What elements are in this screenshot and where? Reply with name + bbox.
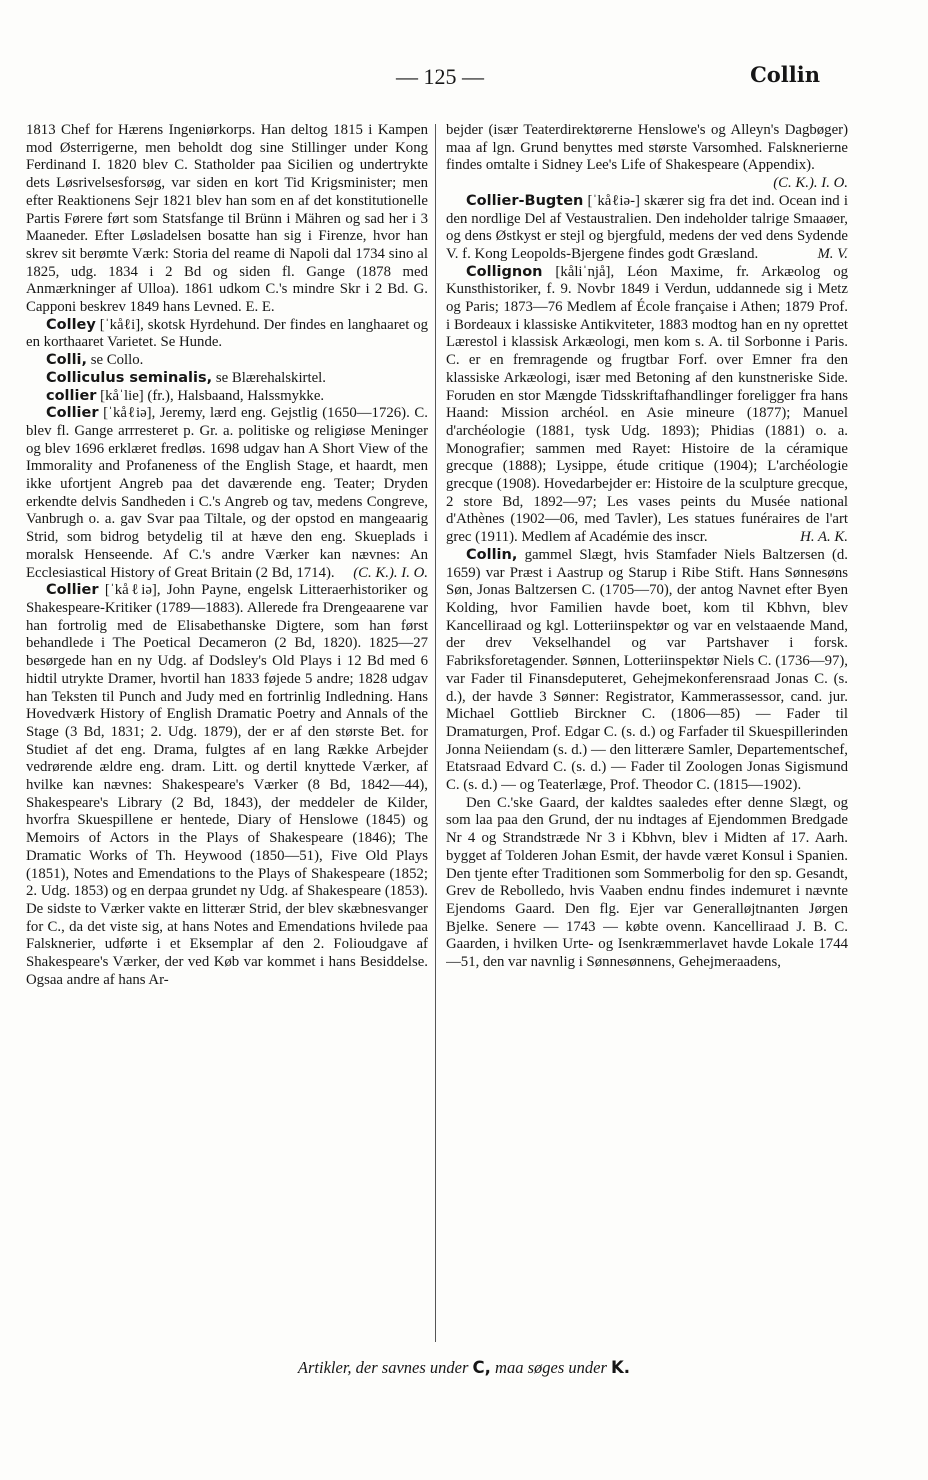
author-signature: H. A. K.	[800, 529, 848, 546]
entry-text: se Blærehalskirtel.	[215, 369, 326, 386]
page-number: — 125 —	[396, 64, 484, 89]
author-signature: (C. K.). I. O.	[773, 175, 848, 192]
entry-text: se Collo.	[90, 352, 144, 369]
headword: Collin,	[466, 546, 518, 563]
running-head: Collin	[750, 62, 820, 87]
entry-text: [kåˈlie] (fr.), Halsbaand, Halssmykke.	[100, 387, 325, 404]
entry-text: [kåliˈnjå], Léon Maxime, fr. Arkæolog og Kunsthistoriker, f. 9. Novbr 1849 i Verdun, uddannede sig i Metz og Paris; 1873—76 Medlem af École française i Athen; 1879 Prof. i Bordeaux i klassiske Antikviteter, 1883 modtog han en ny oprettet Lærestol i klassisk Arkæologi, men kom s. A. til Sorbonne i Paris. C. er en fremragende og frugtbar Forf. over Emner fra den klassiske Arkæologi, især med Betoning af den kunstneriske Side. Foruden en stor Mængde Tidsskriftafhandlinger foreligger fra hans Haand: Mission archéol. en Asie mineure (1877); Manuel d'archéologie (1881, tysk Udg. 1893); Phidias (1881) o. a. Monografier; sammen med Rayet: Histoire de la céramique grecque (1888); Lysippe, étude critique (1904); L'archéologie grecque (1908). Hovedarbejder er: Histoire de la sculpture grecque, 2 store Bd, 1892—97; Les vases peints du Musée national d'Athènes (1902—06, med Tavler), Les statues funéraires de l'art grec (1911). Medlem af Académie des inscr.	[446, 263, 848, 546]
headword: collier	[46, 387, 97, 404]
headword: Collier	[46, 582, 99, 599]
entry-colley	[26, 317, 428, 352]
entry-collier-fr	[26, 388, 428, 406]
left-column	[26, 122, 428, 1342]
headword: Colli,	[46, 352, 88, 369]
author-signature: M. V.	[817, 245, 848, 262]
entry-text: gammel Slægt, hvis Stamfader Niels Baltzersen (d. 1659) var Præst i Aastrup og Starup i Ribe Stift. Hans Sønnesøns Søn, Jonas Baltzersen C. (1705—70), der antog Navnet efter Byen Kolding, hvor Familien havde boet, kom til Kbhvn, blev Kancelliraad og kgl. Lotteriinspektør og var en velstaaende Mand, der drev Vekselhandel og var Partshaver i forsk. Fabriksforetagender. Sønnen, Lotteriinspektør Niels C. (1736—97), var Fader til Finansdeputeret, Gehejmekonferensraad Jonas C. (s. d.), der havde 3 Sønner: Registrator, Kammerassessor, cand. jur. Michael Gottlieb Birckner C. (1806—85) — Fader til Dramaturgen, Prof. Edgar C. (s. d.) og Farfader til Skuespillerinden Jonna Neiiendam (s. d.) — den litterære Samler, Departementschef, Etatsraad Edvard C. (s. d.) — Fader til Zoologen Jonas Sigismund C. (s. d.) — og Teaterlæge, Prof. Theodor C. (1815—1902).	[446, 546, 848, 794]
headword: Colley	[46, 316, 96, 333]
footer-letter-c: C,	[472, 1358, 491, 1377]
entry-colli	[26, 352, 428, 370]
entry-text: [ˈkåℓiə-] skærer sig fra det ind. Ocean ind i den nordlige Del af Vestaustralien. Den indeholder talrige Smaaøer, og dens Østkyst er stejl og bjergfuld, medens der ved dens Sydende V. f. Kong Leopolds-Bjergene findes godt Græsland.	[446, 192, 848, 262]
footer-letter-k: K.	[611, 1358, 631, 1377]
page-header	[0, 62, 928, 96]
entry-text: 1813 Chef for Hærens Ingeniørkorps. Han deltog 1815 i Kampen mod Østerrigerne, men beholdt dog sine Stillinger under Kong Ferdinand I. 1820 blev C. Statholder paa Sicilien og undertrykte dets Løsrivelsesforsøg, var siden en kort Tid Krigsminister; men efter Reaktionens Sejr 1821 blev han som en af det konstitutionelle Partis Førere ført som Statsfange til Brünn i Mähren og sad her i 3 Maaneder. Efter Løsladelsen bosatte han sig i Firenze, hvor han skrev sit berømte Værk: Storia del reame di Napoli dal 1734 sino al 1825, udg. 1834 i 2 Bd og siden fl. Gange (1878 med Anmærkninger af Ulloa). 1861 udkom C.'s mindre Skr i 2 Bd. G. Capponi beskrev 1849 hans Levned. E. E.	[26, 122, 428, 316]
entry-collin	[446, 547, 848, 795]
entry-colliculus	[26, 370, 428, 388]
entry-text: bejder (især Teaterdirektørerne Henslowe's og Alleyn's Dagbøger) maa af lgn. Grund benyttes med største Varsomhed. Falsknerierne findes omtalte i Sidney Lee's Life of Shakespeare (Appendix).	[446, 122, 848, 174]
headword: Collier-Bugten	[466, 192, 584, 209]
footer-text-middle: maa søges under	[495, 1358, 607, 1377]
entry-text: [ˈkåℓiə], Jeremy, lærd eng. Gejstlig (1650—1726). C. blev fl. Gange arrresteret p. Gr. a. politiske og religiøse Meninger og blev 1696 erklæret fredløs. 1698 udgav han A Short View of the Immorality and Profaneness of the English Stage, et haardt, men ikke ufortjent Angreb paa det daværende eng. Teater; Dryden erkendte delvis Sandheden i C.'s Angreb og tav, medens Congreve, Vanbrugh o. a. gav Svar paa Tiltale, og der opstod en mangeaarig Strid, som bidrog betydelig til at hæve den eng. Skueplads i moralsk Henseende. Af C.'s andre Værker kan nævnes: An Ecclesiastical History of Great Britain (2 Bd, 1714).	[26, 405, 428, 581]
right-column	[446, 122, 848, 1342]
column-divider	[435, 124, 436, 1342]
entry-continuation	[26, 122, 428, 317]
footer-text-before: Artikler, der savnes under	[297, 1358, 469, 1377]
entry-collier-john	[26, 582, 428, 989]
entry-collier-bugten	[446, 193, 848, 264]
headword: Collier	[46, 405, 99, 422]
entry-text: Den C.'ske Gaard, der kaldtes saaledes efter denne Slægt, og som laa paa den Grund, der nu indtages af Ejendommen Bredgade Nr 4 og Strandstræde Nr 3 i Kbhvn, blev i Midten af 17. Aarh. bygget af Tolderen Johan Esmit, der havde været Konsul i Spanien. Den tjente efter Traditionen som Sommerbolig for den sp. Gesandt, Grev de Rebolledo, hvis Vaaben endnu findes indemuret i nævnte Ejendoms Gaard. Den flg. Ejer var Generalløjtnanten Jørgen Bjelke. Senere — 1743 — købte ovenn. Kancelliraad J. B. C. Gaarden, i hvilken Urte- og Isenkræmmerlavet havde Lokale 1744—51, den var navnlig i Sønnesønnens, Gehejmeraadens,	[446, 794, 848, 971]
entry-collier-jeremy	[26, 405, 428, 582]
entry-collin-gaard	[446, 795, 848, 972]
entry-text: [ˈkåℓi], skotsk Hyrdehund. Der findes en langhaaret og en korthaaret Varietet. Se Hunde.	[26, 316, 428, 351]
entry-continuation	[446, 122, 848, 192]
entry-text: [ˈkåℓiə], John Payne, engelsk Litteraerhistoriker og Shakespeare-Kritiker (1789—1883). Allerede fra Drengeaarene var han fortrolig med de Elisabethanske Digtere, som han først behandlede i The Poetical Decameron (2 Bd, 1820). 1825—27 besørgede han en ny Udg. af Dodsley's Old Plays i 12 Bd med 6 hidtil utrykte Dramer, hvortil han 1833 føjede 5 andre; 1828 udgav han Teksten til Punch and Judy med en fortrinlig Indledning. Hans Hovedværk History of English Dramatic Poetry and Annals of the Stage (3 Bd, 1831; 2. Udg. 1879), der er af den største Bet. for Studiet af det eng. Drama, fulgtes af en lang Række Arbejder vedrørende ældre eng. dram. Litt. og dertil knyttede Værker, af hvilke kan nævnes: Shakespeare's Værker (8 Bd, 1842—44), Shakespeare's Library (2 Bd, 1843), der meddeler de Kilder, hvorfra Skuespillene er hentede, Diary of Henslowe (1845) og Memoirs of Actors in the Plays of Shakespeare (1846); The Dramatic Works of Th. Heywood (1850—51), Five Old Plays (1851), Notes and Emendations to the Plays of Shakespeare (1852; 2. Udg. 1853) og en derpaa grundet ny Udg. af Shakespeare (1853). De sidste to Værker vakte en litterær Strid, der blev skæbnesvanger for C., da det viste sig, at hans Notes and Emendations hvilede paa Falsknerier, udførte i et Eksemplar af den 2. Folioudgave af Shakespeare's Værker, der ved Køb var kommet i hans Besiddelse. Ogsaa andre af hans Ar-	[26, 582, 428, 988]
page-footer-note	[0, 1358, 928, 1378]
entry-collignon	[446, 264, 848, 547]
headword: Colliculus seminalis,	[46, 369, 213, 386]
headword: Collignon	[466, 263, 543, 280]
author-signature: (C. K.). I. O.	[353, 564, 428, 581]
